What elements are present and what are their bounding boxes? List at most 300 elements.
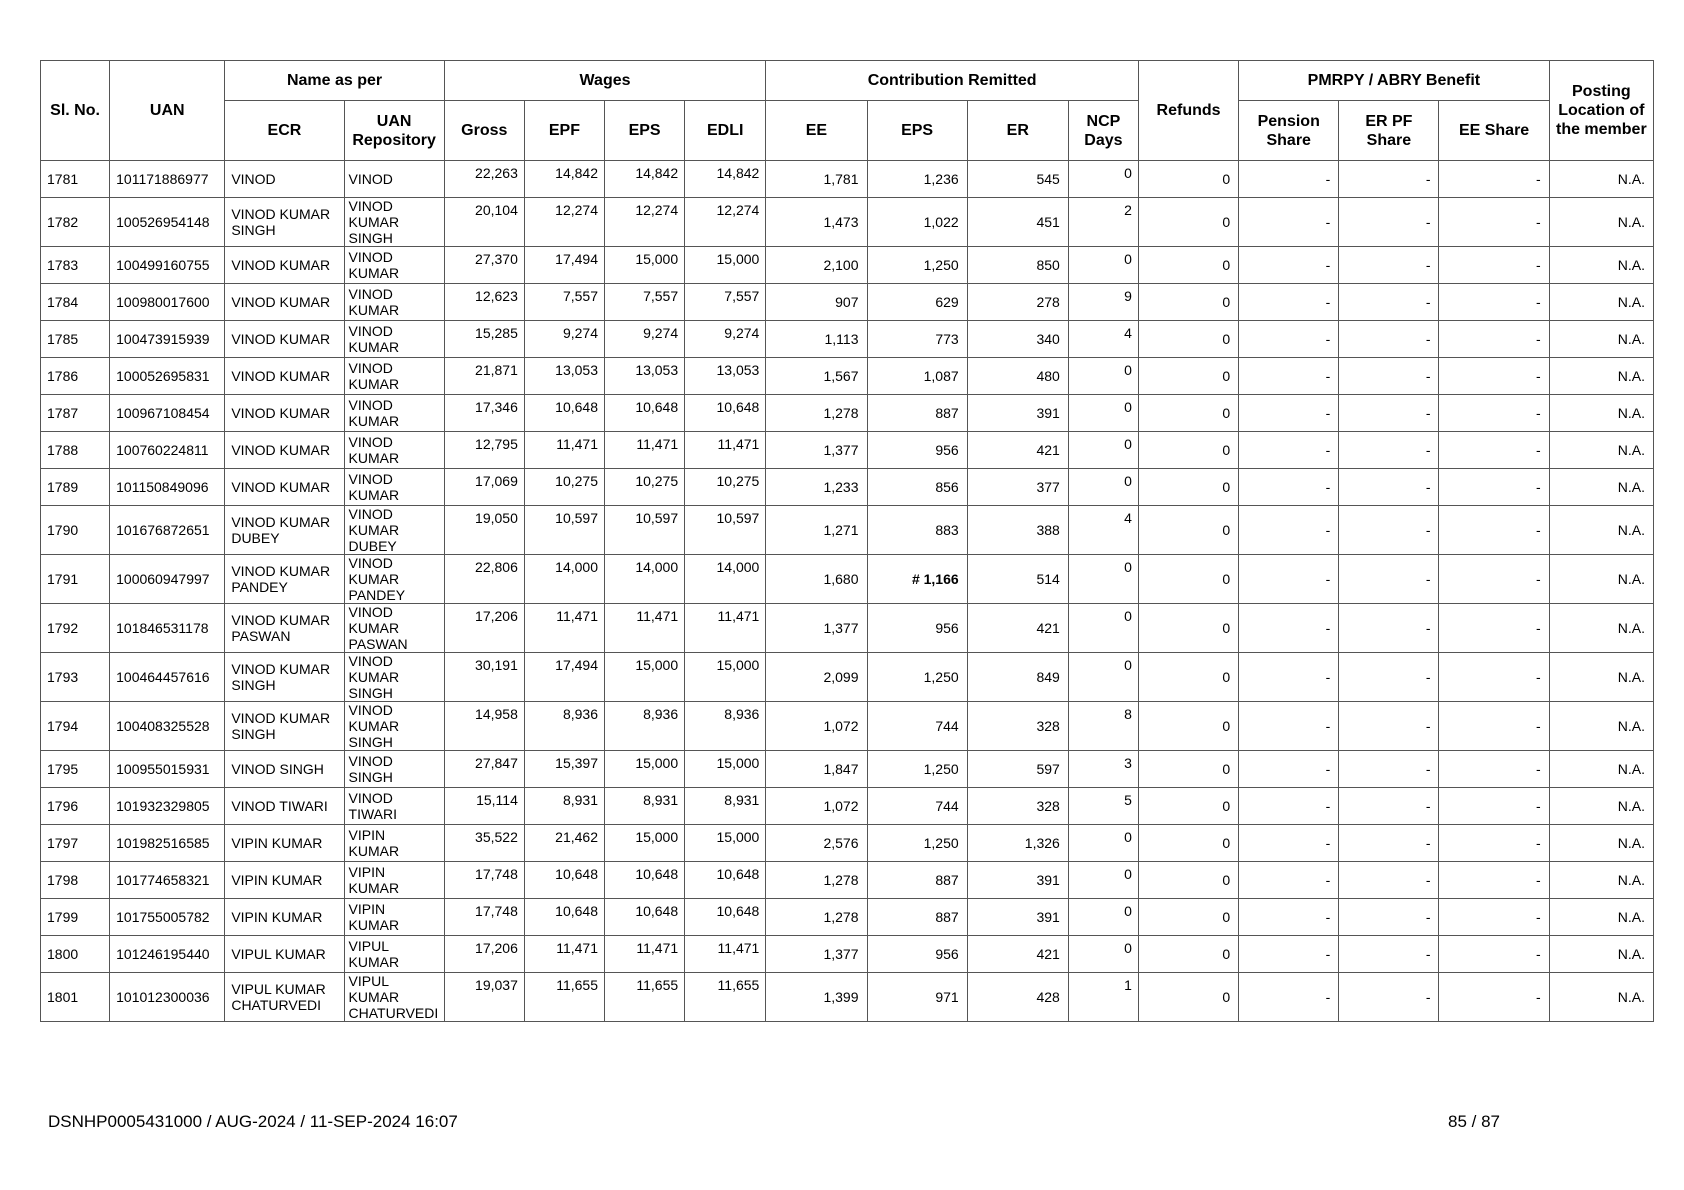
cell-ncp-days: 0 [1068, 358, 1138, 395]
cell-ee: 1,399 [766, 973, 867, 1022]
cell-eps: 8,931 [605, 788, 685, 825]
cell-sl-no: 1787 [41, 395, 110, 432]
cell-refunds: 0 [1138, 604, 1238, 653]
cell-sl-no: 1783 [41, 247, 110, 284]
cell-contribution-eps: 971 [867, 973, 967, 1022]
cell-uan: 100499160755 [110, 247, 225, 284]
cell-eps: 13,053 [605, 358, 685, 395]
cell-er-pf-share: - [1339, 358, 1439, 395]
cell-ecr-name: VINOD TIWARI [225, 788, 344, 825]
cell-er-pf-share: - [1339, 469, 1439, 506]
cell-ncp-days: 0 [1068, 555, 1138, 604]
cell-er: 545 [967, 161, 1068, 198]
cell-uan-repository-name: VINOD KUMAR DUBEY [344, 506, 444, 555]
cell-uan: 100464457616 [110, 653, 225, 702]
cell-eps: 8,936 [605, 702, 685, 751]
cell-ee: 1,847 [766, 751, 867, 788]
cell-epf: 10,597 [524, 506, 604, 555]
cell-posting-location: N.A. [1549, 469, 1653, 506]
cell-contribution-eps: 1,250 [867, 247, 967, 284]
cell-er: 1,326 [967, 825, 1068, 862]
cell-uan: 101846531178 [110, 604, 225, 653]
cell-ee-share: - [1439, 506, 1549, 555]
cell-ecr-name: VINOD KUMAR [225, 395, 344, 432]
cell-uan-repository-name: VINOD KUMAR PASWAN [344, 604, 444, 653]
cell-refunds: 0 [1138, 899, 1238, 936]
cell-uan: 100060947997 [110, 555, 225, 604]
cell-edli: 10,275 [685, 469, 766, 506]
cell-contribution-eps: 1,236 [867, 161, 967, 198]
cell-gross: 19,050 [444, 506, 524, 555]
cell-eps: 14,842 [605, 161, 685, 198]
cell-uan: 100955015931 [110, 751, 225, 788]
cell-er-pf-share: - [1339, 899, 1439, 936]
cell-pension-share: - [1239, 395, 1339, 432]
cell-pension-share: - [1239, 702, 1339, 751]
cell-contribution-eps: 1,250 [867, 751, 967, 788]
cell-contribution-eps: 887 [867, 899, 967, 936]
cell-eps: 11,471 [605, 432, 685, 469]
cell-eps: 10,648 [605, 899, 685, 936]
cell-posting-location: N.A. [1549, 862, 1653, 899]
cell-uan: 101012300036 [110, 973, 225, 1022]
cell-uan: 100408325528 [110, 702, 225, 751]
cell-refunds: 0 [1138, 321, 1238, 358]
table-row [41, 321, 1654, 358]
cell-epf: 21,462 [524, 825, 604, 862]
cell-ee: 1,377 [766, 936, 867, 973]
header-contribution-eps: EPS [867, 101, 967, 161]
cell-ecr-name: VINOD KUMAR [225, 432, 344, 469]
header-contribution-remitted: Contribution Remitted [766, 61, 1139, 101]
cell-ecr-name: VIPIN KUMAR [225, 825, 344, 862]
cell-epf: 17,494 [524, 247, 604, 284]
cell-epf: 11,471 [524, 604, 604, 653]
cell-posting-location: N.A. [1549, 247, 1653, 284]
cell-pension-share: - [1239, 506, 1339, 555]
cell-pension-share: - [1239, 321, 1339, 358]
cell-epf: 11,471 [524, 936, 604, 973]
cell-sl-no: 1795 [41, 751, 110, 788]
cell-gross: 22,806 [444, 555, 524, 604]
cell-ecr-name: VINOD KUMAR [225, 358, 344, 395]
cell-pension-share: - [1239, 161, 1339, 198]
cell-uan-repository-name: VINOD KUMAR SINGH [344, 653, 444, 702]
cell-edli: 14,000 [685, 555, 766, 604]
cell-sl-no: 1792 [41, 604, 110, 653]
cell-refunds: 0 [1138, 395, 1238, 432]
cell-uan: 101676872651 [110, 506, 225, 555]
cell-ecr-name: VINOD KUMAR [225, 321, 344, 358]
cell-uan: 101150849096 [110, 469, 225, 506]
cell-edli: 7,557 [685, 284, 766, 321]
cell-er-pf-share: - [1339, 506, 1439, 555]
cell-refunds: 0 [1138, 284, 1238, 321]
cell-ncp-days: 0 [1068, 161, 1138, 198]
page-number: 85 / 87 [1448, 1112, 1500, 1131]
cell-eps: 10,275 [605, 469, 685, 506]
cell-edli: 14,842 [685, 161, 766, 198]
cell-edli: 11,655 [685, 973, 766, 1022]
cell-ee: 1,377 [766, 604, 867, 653]
cell-gross: 17,069 [444, 469, 524, 506]
cell-uan-repository-name: VIPUL KUMAR CHATURVEDI [344, 973, 444, 1022]
cell-sl-no: 1781 [41, 161, 110, 198]
cell-gross: 15,114 [444, 788, 524, 825]
cell-edli: 13,053 [685, 358, 766, 395]
cell-ecr-name: VINOD [225, 161, 344, 198]
cell-uan: 101982516585 [110, 825, 225, 862]
cell-sl-no: 1782 [41, 198, 110, 247]
cell-uan-repository-name: VIPIN KUMAR [344, 862, 444, 899]
cell-ncp-days: 8 [1068, 702, 1138, 751]
cell-sl-no: 1798 [41, 862, 110, 899]
cell-pension-share: - [1239, 788, 1339, 825]
cell-gross: 35,522 [444, 825, 524, 862]
cell-pension-share: - [1239, 862, 1339, 899]
cell-sl-no: 1796 [41, 788, 110, 825]
cell-contribution-eps: 956 [867, 604, 967, 653]
cell-uan: 101774658321 [110, 862, 225, 899]
cell-epf: 15,397 [524, 751, 604, 788]
cell-edli: 8,936 [685, 702, 766, 751]
cell-ee-share: - [1439, 973, 1549, 1022]
cell-refunds: 0 [1138, 862, 1238, 899]
cell-ee: 2,100 [766, 247, 867, 284]
cell-ee-share: - [1439, 395, 1549, 432]
cell-epf: 10,648 [524, 899, 604, 936]
cell-ecr-name: VINOD SINGH [225, 751, 344, 788]
cell-ecr-name: VINOD KUMAR [225, 247, 344, 284]
cell-ncp-days: 0 [1068, 604, 1138, 653]
header-refunds: Refunds [1138, 61, 1238, 161]
cell-gross: 17,346 [444, 395, 524, 432]
cell-refunds: 0 [1138, 973, 1238, 1022]
cell-sl-no: 1799 [41, 899, 110, 936]
cell-pension-share: - [1239, 653, 1339, 702]
cell-ee: 1,377 [766, 432, 867, 469]
cell-ee: 1,072 [766, 788, 867, 825]
table-row [41, 432, 1654, 469]
cell-er-pf-share: - [1339, 751, 1439, 788]
cell-ncp-days: 9 [1068, 284, 1138, 321]
table-header [41, 61, 1654, 161]
cell-contribution-eps: 744 [867, 788, 967, 825]
cell-gross: 12,795 [444, 432, 524, 469]
cell-gross: 21,871 [444, 358, 524, 395]
cell-ecr-name: VIPUL KUMAR CHATURVEDI [225, 973, 344, 1022]
header-pension-share: Pension Share [1239, 101, 1339, 161]
cell-gross: 30,191 [444, 653, 524, 702]
table-row [41, 395, 1654, 432]
cell-ee: 1,278 [766, 862, 867, 899]
cell-refunds: 0 [1138, 702, 1238, 751]
cell-uan-repository-name: VIPUL KUMAR [344, 936, 444, 973]
cell-eps: 10,648 [605, 862, 685, 899]
cell-gross: 22,263 [444, 161, 524, 198]
cell-er-pf-share: - [1339, 432, 1439, 469]
cell-refunds: 0 [1138, 653, 1238, 702]
cell-eps: 11,655 [605, 973, 685, 1022]
cell-uan-repository-name: VINOD KUMAR [344, 395, 444, 432]
cell-ee-share: - [1439, 432, 1549, 469]
cell-uan-repository-name: VINOD KUMAR [344, 284, 444, 321]
cell-ecr-name: VINOD KUMAR [225, 284, 344, 321]
cell-er: 850 [967, 247, 1068, 284]
table-row [41, 702, 1654, 751]
cell-ee-share: - [1439, 825, 1549, 862]
cell-ncp-days: 0 [1068, 825, 1138, 862]
cell-er: 388 [967, 506, 1068, 555]
cell-contribution-eps: 856 [867, 469, 967, 506]
cell-ee: 2,099 [766, 653, 867, 702]
header-edli: EDLI [685, 101, 766, 161]
cell-sl-no: 1788 [41, 432, 110, 469]
table-row [41, 198, 1654, 247]
cell-ee-share: - [1439, 247, 1549, 284]
cell-uan: 100980017600 [110, 284, 225, 321]
cell-ee-share: - [1439, 604, 1549, 653]
cell-sl-no: 1784 [41, 284, 110, 321]
table-row [41, 653, 1654, 702]
cell-sl-no: 1786 [41, 358, 110, 395]
cell-sl-no: 1785 [41, 321, 110, 358]
cell-epf: 11,655 [524, 973, 604, 1022]
header-ee: EE [766, 101, 867, 161]
cell-er-pf-share: - [1339, 321, 1439, 358]
cell-ee-share: - [1439, 469, 1549, 506]
cell-uan: 100473915939 [110, 321, 225, 358]
cell-ee-share: - [1439, 161, 1549, 198]
cell-epf: 17,494 [524, 653, 604, 702]
cell-eps: 15,000 [605, 247, 685, 284]
cell-pension-share: - [1239, 358, 1339, 395]
cell-uan-repository-name: VINOD SINGH [344, 751, 444, 788]
cell-ee: 1,072 [766, 702, 867, 751]
cell-ncp-days: 0 [1068, 469, 1138, 506]
cell-uan: 100967108454 [110, 395, 225, 432]
cell-posting-location: N.A. [1549, 161, 1653, 198]
cell-posting-location: N.A. [1549, 604, 1653, 653]
cell-ncp-days: 5 [1068, 788, 1138, 825]
cell-pension-share: - [1239, 469, 1339, 506]
cell-edli: 15,000 [685, 247, 766, 284]
cell-er-pf-share: - [1339, 825, 1439, 862]
cell-posting-location: N.A. [1549, 653, 1653, 702]
header-gross: Gross [444, 101, 524, 161]
cell-uan: 101932329805 [110, 788, 225, 825]
cell-contribution-eps: 887 [867, 862, 967, 899]
cell-refunds: 0 [1138, 751, 1238, 788]
cell-gross: 17,748 [444, 899, 524, 936]
cell-uan-repository-name: VINOD KUMAR [344, 247, 444, 284]
cell-ncp-days: 0 [1068, 653, 1138, 702]
cell-epf: 13,053 [524, 358, 604, 395]
header-name-as-per: Name as per [225, 61, 444, 101]
cell-uan: 101171886977 [110, 161, 225, 198]
cell-ecr-name: VIPIN KUMAR [225, 862, 344, 899]
cell-uan-repository-name: VINOD KUMAR SINGH [344, 702, 444, 751]
cell-posting-location: N.A. [1549, 358, 1653, 395]
cell-pension-share: - [1239, 936, 1339, 973]
cell-posting-location: N.A. [1549, 555, 1653, 604]
header-uan-repository: UAN Repository [344, 101, 444, 161]
cell-pension-share: - [1239, 198, 1339, 247]
cell-er-pf-share: - [1339, 862, 1439, 899]
cell-ncp-days: 0 [1068, 247, 1138, 284]
cell-ee: 1,567 [766, 358, 867, 395]
cell-ncp-days: 4 [1068, 506, 1138, 555]
cell-ee: 1,271 [766, 506, 867, 555]
cell-uan-repository-name: VINOD KUMAR [344, 321, 444, 358]
cell-er: 377 [967, 469, 1068, 506]
cell-pension-share: - [1239, 751, 1339, 788]
cell-eps: 15,000 [605, 653, 685, 702]
cell-ee-share: - [1439, 358, 1549, 395]
cell-gross: 20,104 [444, 198, 524, 247]
cell-er: 421 [967, 432, 1068, 469]
cell-gross: 17,206 [444, 936, 524, 973]
cell-sl-no: 1789 [41, 469, 110, 506]
cell-ncp-days: 1 [1068, 973, 1138, 1022]
cell-sl-no: 1800 [41, 936, 110, 973]
cell-uan: 100052695831 [110, 358, 225, 395]
cell-ee: 1,680 [766, 555, 867, 604]
cell-epf: 14,000 [524, 555, 604, 604]
cell-er-pf-share: - [1339, 936, 1439, 973]
table-row [41, 358, 1654, 395]
cell-eps: 15,000 [605, 751, 685, 788]
cell-er: 278 [967, 284, 1068, 321]
header-ecr: ECR [225, 101, 344, 161]
cell-ncp-days: 0 [1068, 395, 1138, 432]
cell-ee: 1,473 [766, 198, 867, 247]
cell-gross: 17,748 [444, 862, 524, 899]
cell-ecr-name: VINOD KUMAR DUBEY [225, 506, 344, 555]
cell-ee-share: - [1439, 862, 1549, 899]
cell-ee-share: - [1439, 198, 1549, 247]
cell-uan-repository-name: VINOD KUMAR [344, 469, 444, 506]
cell-pension-share: - [1239, 432, 1339, 469]
cell-eps: 10,597 [605, 506, 685, 555]
cell-refunds: 0 [1138, 161, 1238, 198]
table-body [41, 161, 1654, 1022]
cell-edli: 9,274 [685, 321, 766, 358]
cell-er-pf-share: - [1339, 555, 1439, 604]
cell-ee-share: - [1439, 936, 1549, 973]
cell-edli: 10,648 [685, 395, 766, 432]
cell-er-pf-share: - [1339, 395, 1439, 432]
cell-pension-share: - [1239, 973, 1339, 1022]
cell-posting-location: N.A. [1549, 899, 1653, 936]
cell-uan: 101246195440 [110, 936, 225, 973]
table-row [41, 161, 1654, 198]
cell-er-pf-share: - [1339, 161, 1439, 198]
cell-posting-location: N.A. [1549, 321, 1653, 358]
cell-er: 328 [967, 702, 1068, 751]
table-row [41, 555, 1654, 604]
table-row [41, 899, 1654, 936]
cell-ee: 2,576 [766, 825, 867, 862]
cell-posting-location: N.A. [1549, 751, 1653, 788]
cell-eps: 12,274 [605, 198, 685, 247]
header-er: ER [967, 101, 1068, 161]
header-ee-share: EE Share [1439, 101, 1549, 161]
cell-edli: 10,648 [685, 862, 766, 899]
cell-uan: 100526954148 [110, 198, 225, 247]
table-row [41, 247, 1654, 284]
cell-uan-repository-name: VINOD [344, 161, 444, 198]
cell-ee: 907 [766, 284, 867, 321]
cell-contribution-eps: 956 [867, 936, 967, 973]
cell-er: 421 [967, 604, 1068, 653]
cell-gross: 17,206 [444, 604, 524, 653]
cell-sl-no: 1801 [41, 973, 110, 1022]
cell-edli: 11,471 [685, 936, 766, 973]
cell-ncp-days: 3 [1068, 751, 1138, 788]
cell-pension-share: - [1239, 284, 1339, 321]
cell-epf: 9,274 [524, 321, 604, 358]
cell-posting-location: N.A. [1549, 284, 1653, 321]
cell-contribution-eps: 887 [867, 395, 967, 432]
cell-ee-share: - [1439, 653, 1549, 702]
cell-ncp-days: 0 [1068, 432, 1138, 469]
cell-edli: 10,597 [685, 506, 766, 555]
table-row [41, 469, 1654, 506]
header-uan: UAN [110, 61, 225, 161]
cell-posting-location: N.A. [1549, 506, 1653, 555]
cell-gross: 15,285 [444, 321, 524, 358]
table-row [41, 751, 1654, 788]
cell-ee-share: - [1439, 555, 1549, 604]
cell-posting-location: N.A. [1549, 825, 1653, 862]
cell-eps: 14,000 [605, 555, 685, 604]
cell-edli: 8,931 [685, 788, 766, 825]
cell-epf: 11,471 [524, 432, 604, 469]
cell-er-pf-share: - [1339, 973, 1439, 1022]
cell-er: 328 [967, 788, 1068, 825]
cell-gross: 27,847 [444, 751, 524, 788]
cell-posting-location: N.A. [1549, 432, 1653, 469]
cell-eps: 7,557 [605, 284, 685, 321]
cell-refunds: 0 [1138, 432, 1238, 469]
cell-ecr-name: VINOD KUMAR PANDEY [225, 555, 344, 604]
header-sl-no: Sl. No. [41, 61, 110, 161]
cell-er-pf-share: - [1339, 284, 1439, 321]
table-row [41, 973, 1654, 1022]
cell-ee: 1,278 [766, 395, 867, 432]
cell-uan: 101755005782 [110, 899, 225, 936]
cell-contribution-eps: 1,087 [867, 358, 967, 395]
cell-refunds: 0 [1138, 555, 1238, 604]
table-row [41, 862, 1654, 899]
cell-epf: 8,931 [524, 788, 604, 825]
cell-posting-location: N.A. [1549, 973, 1653, 1022]
cell-uan-repository-name: VINOD KUMAR [344, 358, 444, 395]
cell-er: 391 [967, 899, 1068, 936]
table-row [41, 506, 1654, 555]
cell-ecr-name: VINOD KUMAR [225, 469, 344, 506]
cell-er-pf-share: - [1339, 247, 1439, 284]
cell-ecr-name: VINOD KUMAR SINGH [225, 653, 344, 702]
cell-ee: 1,278 [766, 899, 867, 936]
cell-ee-share: - [1439, 788, 1549, 825]
ecr-contribution-table [40, 60, 1654, 1022]
cell-refunds: 0 [1138, 247, 1238, 284]
cell-refunds: 0 [1138, 825, 1238, 862]
cell-ee-share: - [1439, 751, 1549, 788]
cell-ee-share: - [1439, 284, 1549, 321]
